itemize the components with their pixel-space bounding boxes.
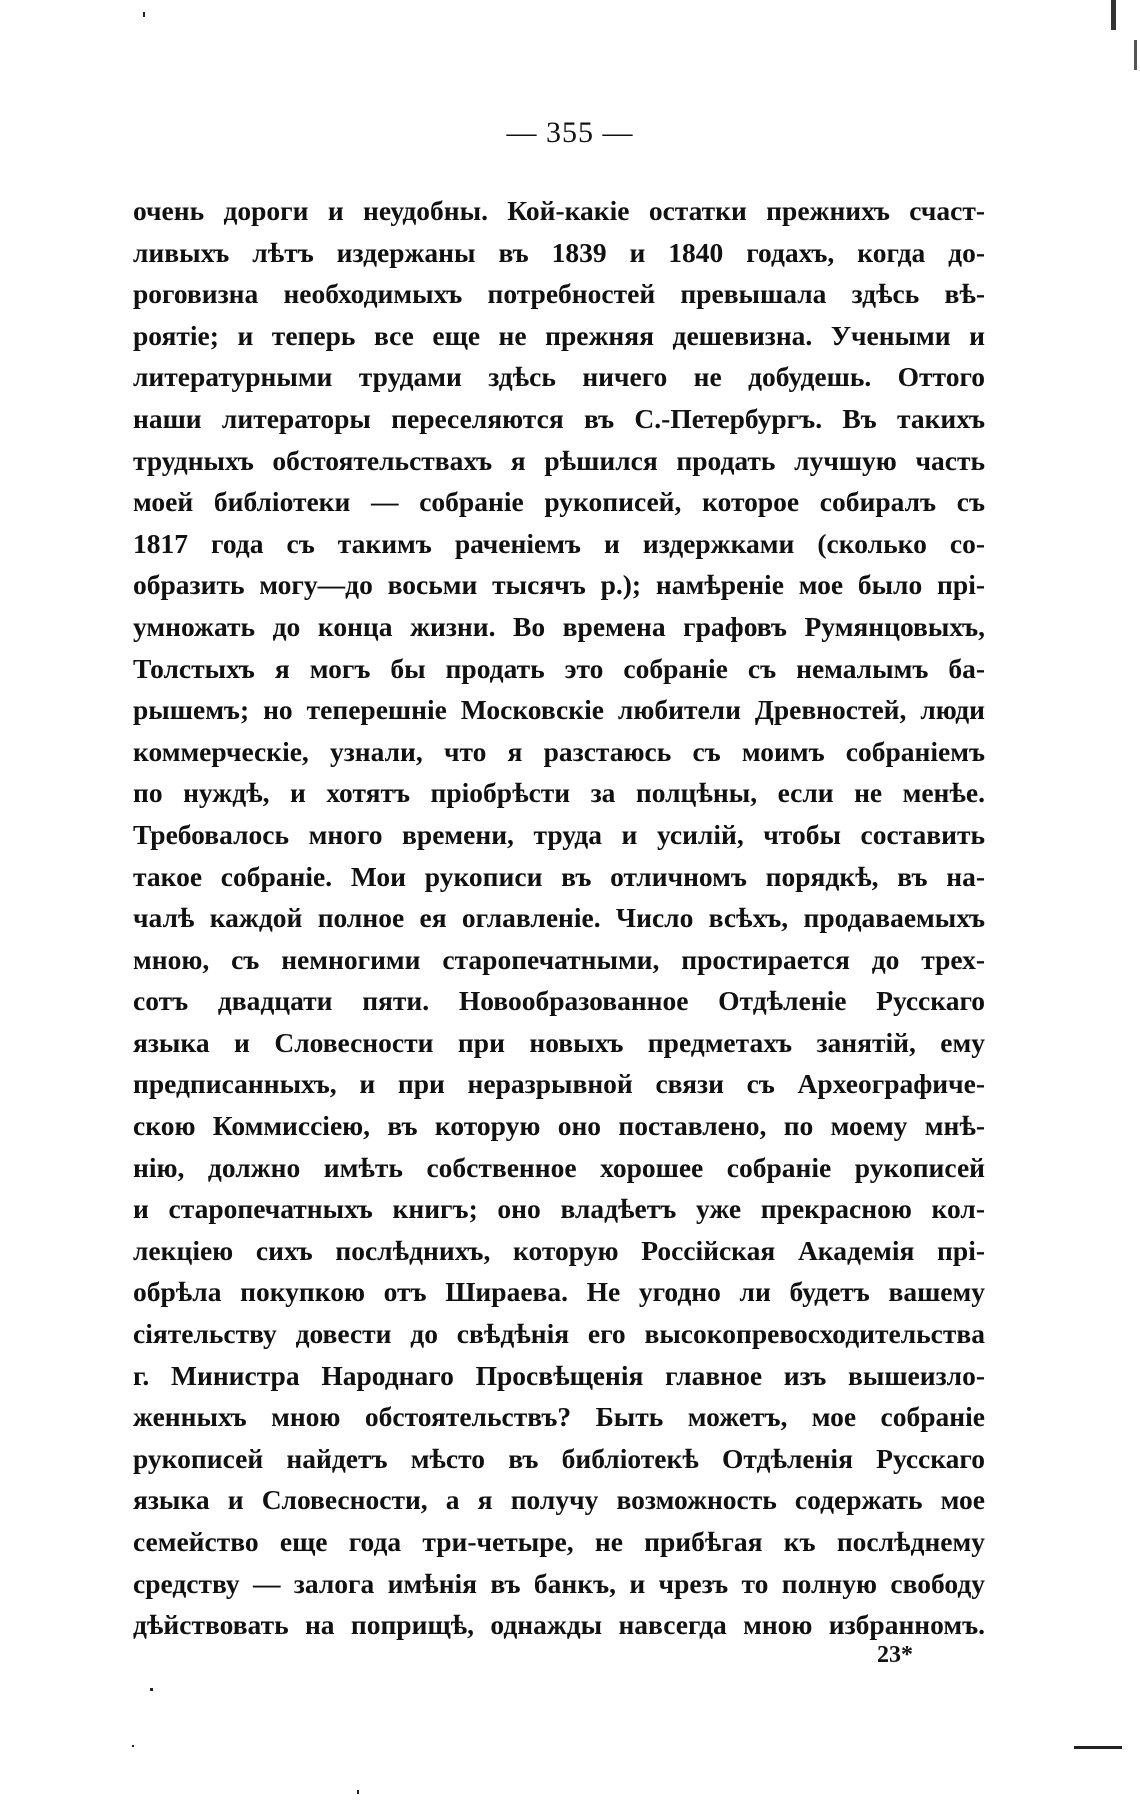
text-line: скою Коммиссіею, въ которую оно поставлено, по моему мнѣ- (133, 1110, 985, 1142)
text-line: образить могу—до восьми тысячъ р.); намѣреніе мое было прі- (133, 569, 985, 601)
scan-speck (143, 12, 145, 17)
text-line: ливыхъ лѣтъ издержаны въ 1839 и 1840 годахъ, когда до- (133, 236, 985, 268)
text-line: рукописей найдетъ мѣсто въ библіотекѣ Отдѣленія Русскаго (133, 1442, 985, 1474)
scan-edge-mark (1134, 40, 1137, 70)
text-line: 1817 года съ такимъ раченіемъ и издержками (сколько со- (133, 527, 985, 559)
text-line: мною, съ немногими старопечатными, простирается до трех- (133, 943, 985, 975)
text-line: наши литераторы переселяются въ С.-Петербургъ. Въ такихъ (133, 402, 985, 434)
page-number: — 355 — (506, 116, 634, 149)
scan-edge-mark (1111, 0, 1116, 30)
text-line: Требовалось много времени, труда и усилій, чтобы составить (133, 818, 985, 850)
text-line: лекціею сихъ послѣднихъ, которую Россійская Академія прі- (133, 1234, 985, 1266)
text-line: и старопечатныхъ книгъ; оно владѣетъ уже прекрасною кол- (133, 1193, 985, 1225)
text-line: роговизна необходимыхъ потребностей превышала здѣсь вѣ- (133, 278, 985, 310)
text-line: сотъ двадцати пяти. Новообразованное Отдѣленіе Русскаго (133, 985, 985, 1017)
scan-speck (357, 1790, 359, 1794)
scan-speck (150, 1688, 153, 1691)
text-line: дѣйствовать на поприщѣ, однажды навсегда мною избранномъ. (133, 1609, 985, 1641)
text-line: умножать до конца жизни. Во времена графовъ Румянцовыхъ, (133, 610, 985, 642)
text-line: женныхъ мною обстоятельствъ? Быть можетъ, мое собраніе (133, 1401, 985, 1433)
text-line: нію, должно имѣть собственное хорошее собраніе рукописей (133, 1151, 985, 1183)
text-line: трудныхъ обстоятельствахъ я рѣшился продать лучшую часть (133, 444, 985, 476)
text-line: предписанныхъ, и при неразрывной связи съ Археографиче- (133, 1068, 985, 1100)
text-line: рышемъ; но теперешніе Московскіе любители Древностей, люди (133, 694, 985, 726)
scan-speck (132, 1745, 134, 1747)
text-line: языка и Словесности при новыхъ предметахъ занятій, ему (133, 1026, 985, 1058)
text-line: г. Министра Народнаго Просвѣщенія главное изъ вышеизло- (133, 1359, 985, 1391)
text-line: по нуждѣ, и хотятъ пріобрѣсти за полцѣны, если не менѣе. (133, 777, 985, 809)
text-line: роятіе; и теперь все еще не прежняя дешевизна. Учеными и (133, 319, 985, 351)
scan-edge-mark (1074, 1746, 1122, 1749)
text-line: такое собраніе. Мои рукописи въ отличномъ порядкѣ, въ на- (133, 860, 985, 892)
text-line: очень дороги и неудобны. Кой-какіе остатки прежнихъ счаст- (133, 195, 985, 226)
text-line: языка и Словесности, а я получу возможность содержать мое (133, 1484, 985, 1516)
text-line: сіятельству довести до свѣдѣнія его высокопревосходительства (133, 1318, 985, 1350)
text-line: Толстыхъ я могъ бы продать это собраніе съ немалымъ ба- (133, 652, 985, 684)
text-line: коммерческіе, узнали, что я разстаюсь съ моимъ собраніемъ (133, 735, 985, 767)
text-line: семейство еще года три-четыре, не прибѣгая къ послѣднему (133, 1526, 985, 1557)
signature-mark: 23* (877, 1642, 913, 1668)
body-text (133, 190, 985, 1646)
text-line: моей библіотеки — собраніе рукописей, которое собиралъ съ (133, 486, 985, 518)
text-line: чалѣ каждой полное ея оглавленіе. Число всѣхъ, продаваемыхъ (133, 902, 985, 934)
text-line: средству — залога имѣнія въ банкъ, и чрезъ то полную свободу (133, 1567, 985, 1599)
text-line: обрѣла покупкою отъ Шираева. Не угодно ли будетъ вашему (133, 1276, 985, 1308)
text-line: литературными трудами здѣсь ничего не добудешь. Оттого (133, 361, 985, 393)
